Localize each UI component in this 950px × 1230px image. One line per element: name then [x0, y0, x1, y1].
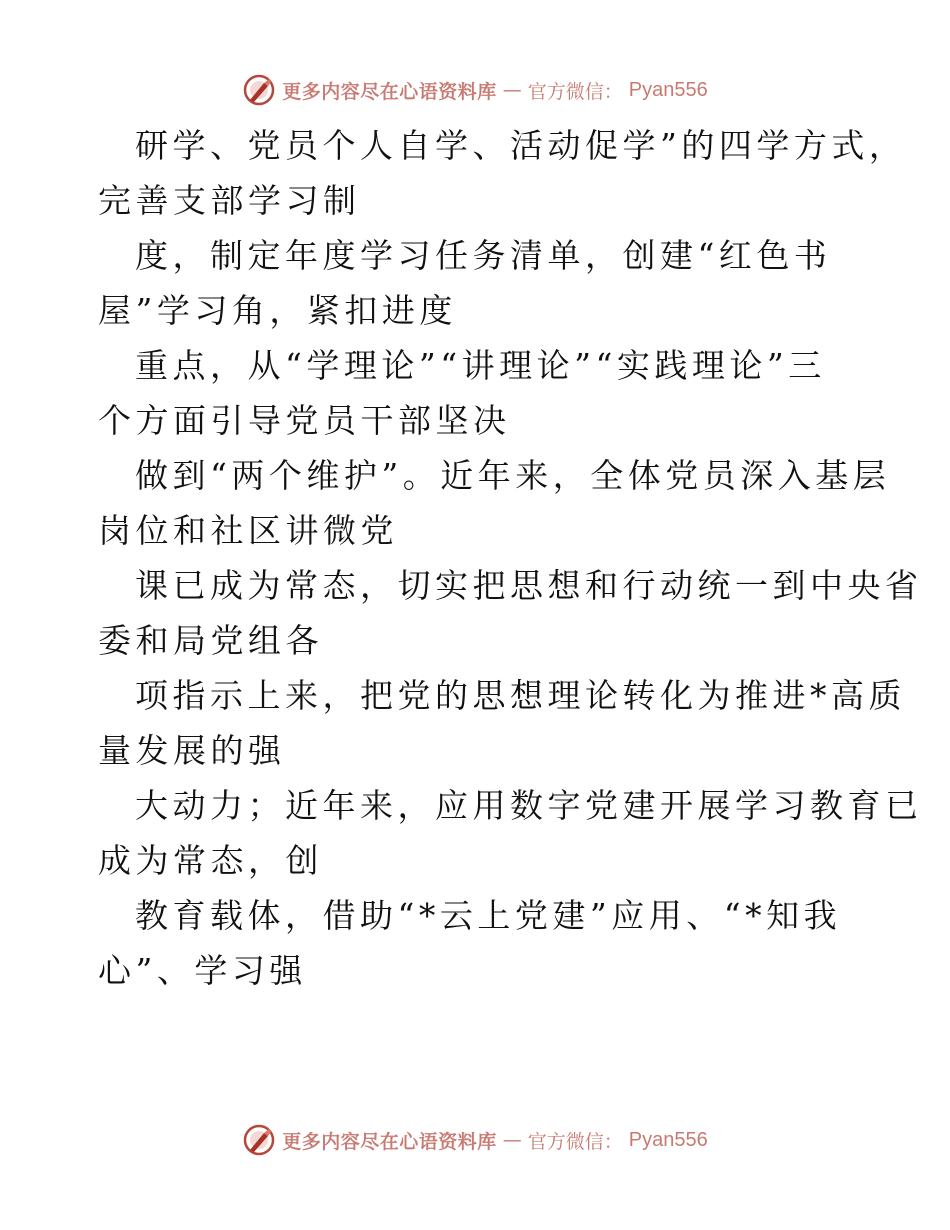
- text-line: 成为常态，创: [98, 841, 323, 880]
- footer-watermark: [0, 1120, 950, 1160]
- text-line: 完善支部学习制: [98, 181, 361, 220]
- text-line: 委和局党组各: [98, 621, 323, 660]
- pen-nib-logo-icon: [242, 1123, 276, 1157]
- text-line: 量发展的强: [98, 731, 286, 770]
- watermark-label: 官方微信：: [527, 80, 623, 103]
- text-line: 教育载体，借助“*云上党建”应用、“*知我: [135, 896, 842, 935]
- text-line: 研学、党员个人自学、活动促学”的四学方式，: [135, 126, 907, 165]
- watermark-wechat-id: Pyan556: [628, 78, 708, 101]
- watermark-label: 官方微信：: [527, 1130, 623, 1153]
- text-line: 心”、学习强: [98, 951, 307, 990]
- watermark-separator: —: [502, 79, 522, 101]
- text-line: 个方面引导党员干部坚决: [98, 401, 511, 440]
- document-body: [98, 118, 923, 998]
- header-watermark: [0, 70, 950, 110]
- watermark-separator: —: [502, 1129, 522, 1151]
- text-line: 大动力；近年来，应用数字党建开展学习教育已: [135, 786, 923, 825]
- text-line: 岗位和社区讲微党: [98, 511, 398, 550]
- text-line: 屋”学习角，紧扣进度: [98, 291, 457, 330]
- watermark-wechat-id: Pyan556: [628, 1128, 708, 1151]
- watermark-text: 更多内容尽在心语资料库: [282, 1130, 497, 1153]
- text-line: 课已成为常态，切实把思想和行动统一到中央省: [135, 566, 923, 605]
- text-line: 度，制定年度学习任务清单，创建“红色书: [135, 236, 832, 275]
- text-line: 项指示上来，把党的思想理论转化为推进*高质: [135, 676, 906, 715]
- pen-nib-logo-icon: [242, 73, 276, 107]
- watermark-text: 更多内容尽在心语资料库: [282, 80, 497, 103]
- text-line: 重点，从“学理论”“讲理论”“实践理论”三: [135, 346, 826, 385]
- text-line: 做到“两个维护”。近年来，全体党员深入基层: [135, 456, 891, 495]
